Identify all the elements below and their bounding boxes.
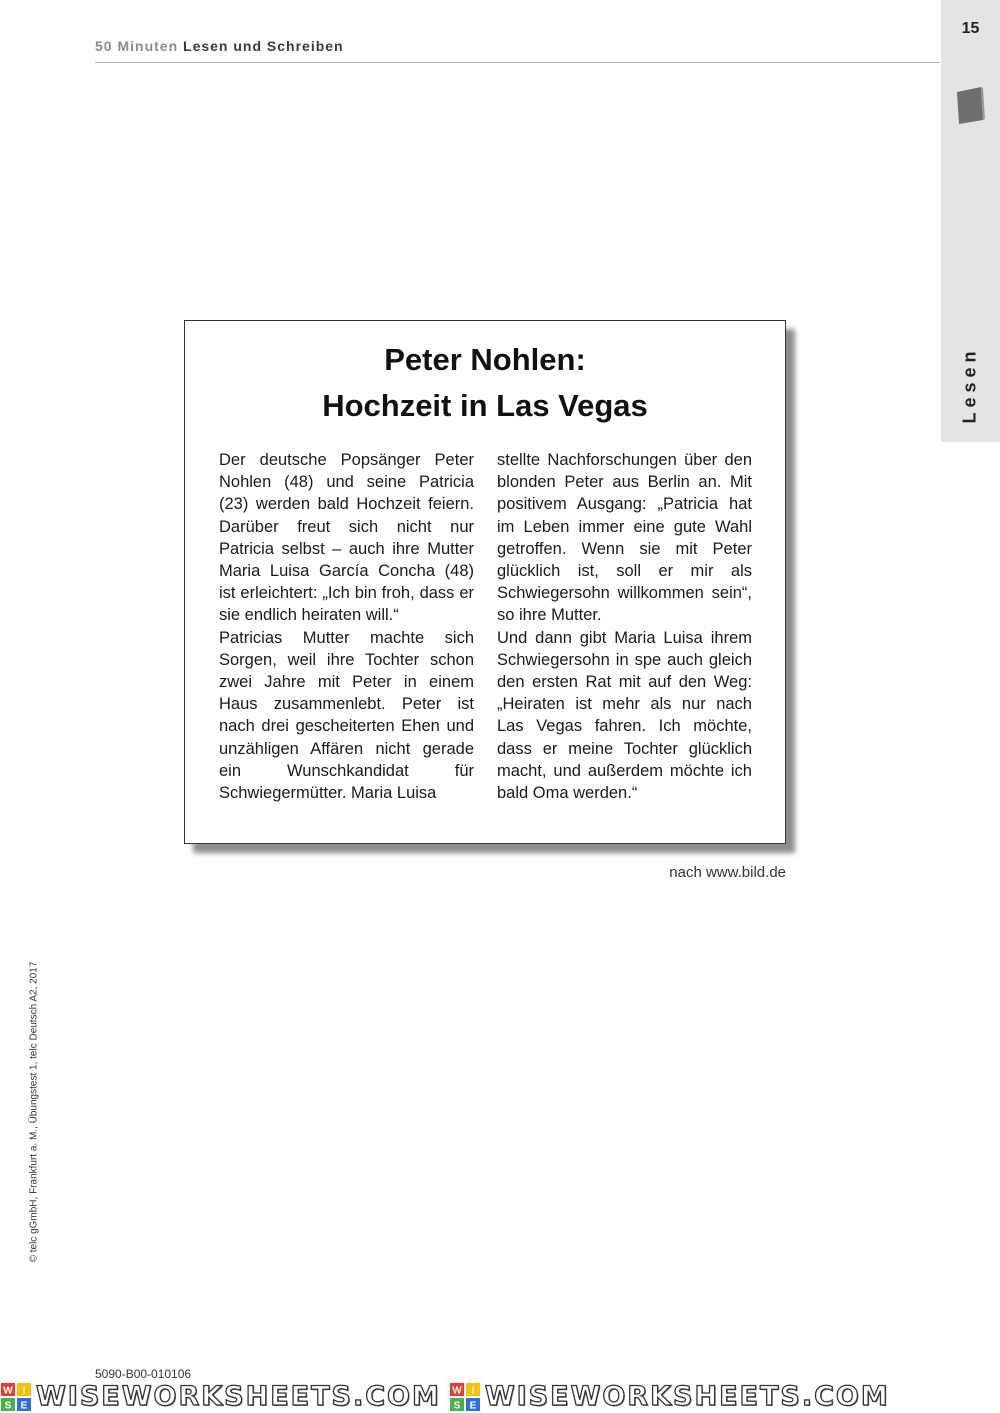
- paragraph: stellte Nachforschungen über den blonden Peter aus Berlin an. Mit positivem Ausgang: „Patricia hat im Leben immer eine gute Wahl getroffen. Wenn sie mit Peter glücklich ist, soll er mir als Schwiegersohn willkommen sein“, so ihre Mutter.: [497, 451, 752, 625]
- svg-text:S: S: [4, 1400, 12, 1411]
- page-number: 15: [961, 20, 980, 37]
- paragraph: Patricias Mutter machte sich Sorgen, weil ihre Tochter schon zwei Jahre mit Peter in einem Haus zusammenlebt. Peter ist nach drei gescheiterten Ehen und unzähligen Affären nicht gerade ein Wunschkandidat für Schwiegermütter. Maria Luisa: [219, 628, 474, 803]
- watermark-unit: [0, 1381, 441, 1412]
- source-credit: nach www.bild.de: [669, 864, 786, 881]
- article-title-line-1: Peter Nohlen:: [384, 342, 586, 377]
- svg-text:E: E: [469, 1400, 477, 1411]
- paragraph: Der deutsche Popsänger Peter Nohlen (48) und seine Patricia (23) werden bald Hochzeit feiern. Darüber freut sich nicht nur Patricia selbst – auch ihre Mutter Maria Luisa García Concha (48) ist erleichtert: „Ich bin froh, dass er sie endlich heiraten will.“: [219, 451, 474, 625]
- watermark-text: WISEWORKSHEETS.COM: [484, 1381, 890, 1412]
- header-time: 50 Minuten: [95, 38, 179, 54]
- svg-text:W: W: [452, 1385, 462, 1396]
- svg-text:W: W: [3, 1385, 13, 1396]
- wiseworksheets-logo-icon: [449, 1382, 481, 1412]
- paragraph: Und dann gibt Maria Luisa ihrem Schwiegersohn in spe auch gleich den ersten Rat mit auf den Weg: „Heiraten ist mehr als nur nach Las Vegas fahren. Ich möchte, dass er meine Tochter glücklich macht, und außerdem möchte ich bald Oma werden.“: [497, 628, 752, 803]
- article-column-right: [497, 449, 752, 804]
- article-title-line-2: Hochzeit in Las Vegas: [322, 388, 648, 423]
- article-column-left: [219, 449, 474, 804]
- svg-text:I: I: [471, 1385, 475, 1396]
- document-code: 5090-B00-010106: [95, 1367, 192, 1381]
- svg-text:E: E: [20, 1400, 28, 1411]
- wiseworksheets-logo-icon: [0, 1382, 32, 1412]
- article-box: [184, 320, 786, 844]
- article-title: [185, 337, 785, 429]
- header-section: Lesen und Schreiben: [183, 38, 344, 54]
- watermark-banner: [0, 1380, 1000, 1413]
- watermark-text: WISEWORKSHEETS.COM: [36, 1381, 441, 1412]
- svg-text:I: I: [22, 1385, 26, 1396]
- running-header: [95, 38, 940, 63]
- book-icon: [955, 86, 985, 126]
- watermark-unit: [449, 1381, 890, 1412]
- side-label: Lesen: [959, 346, 980, 424]
- svg-text:S: S: [453, 1400, 461, 1411]
- copyright-notice: © telc gGmbH, Frankfurt a. M., Übungstest 1, telc Deutsch A2, 2017: [28, 961, 40, 1263]
